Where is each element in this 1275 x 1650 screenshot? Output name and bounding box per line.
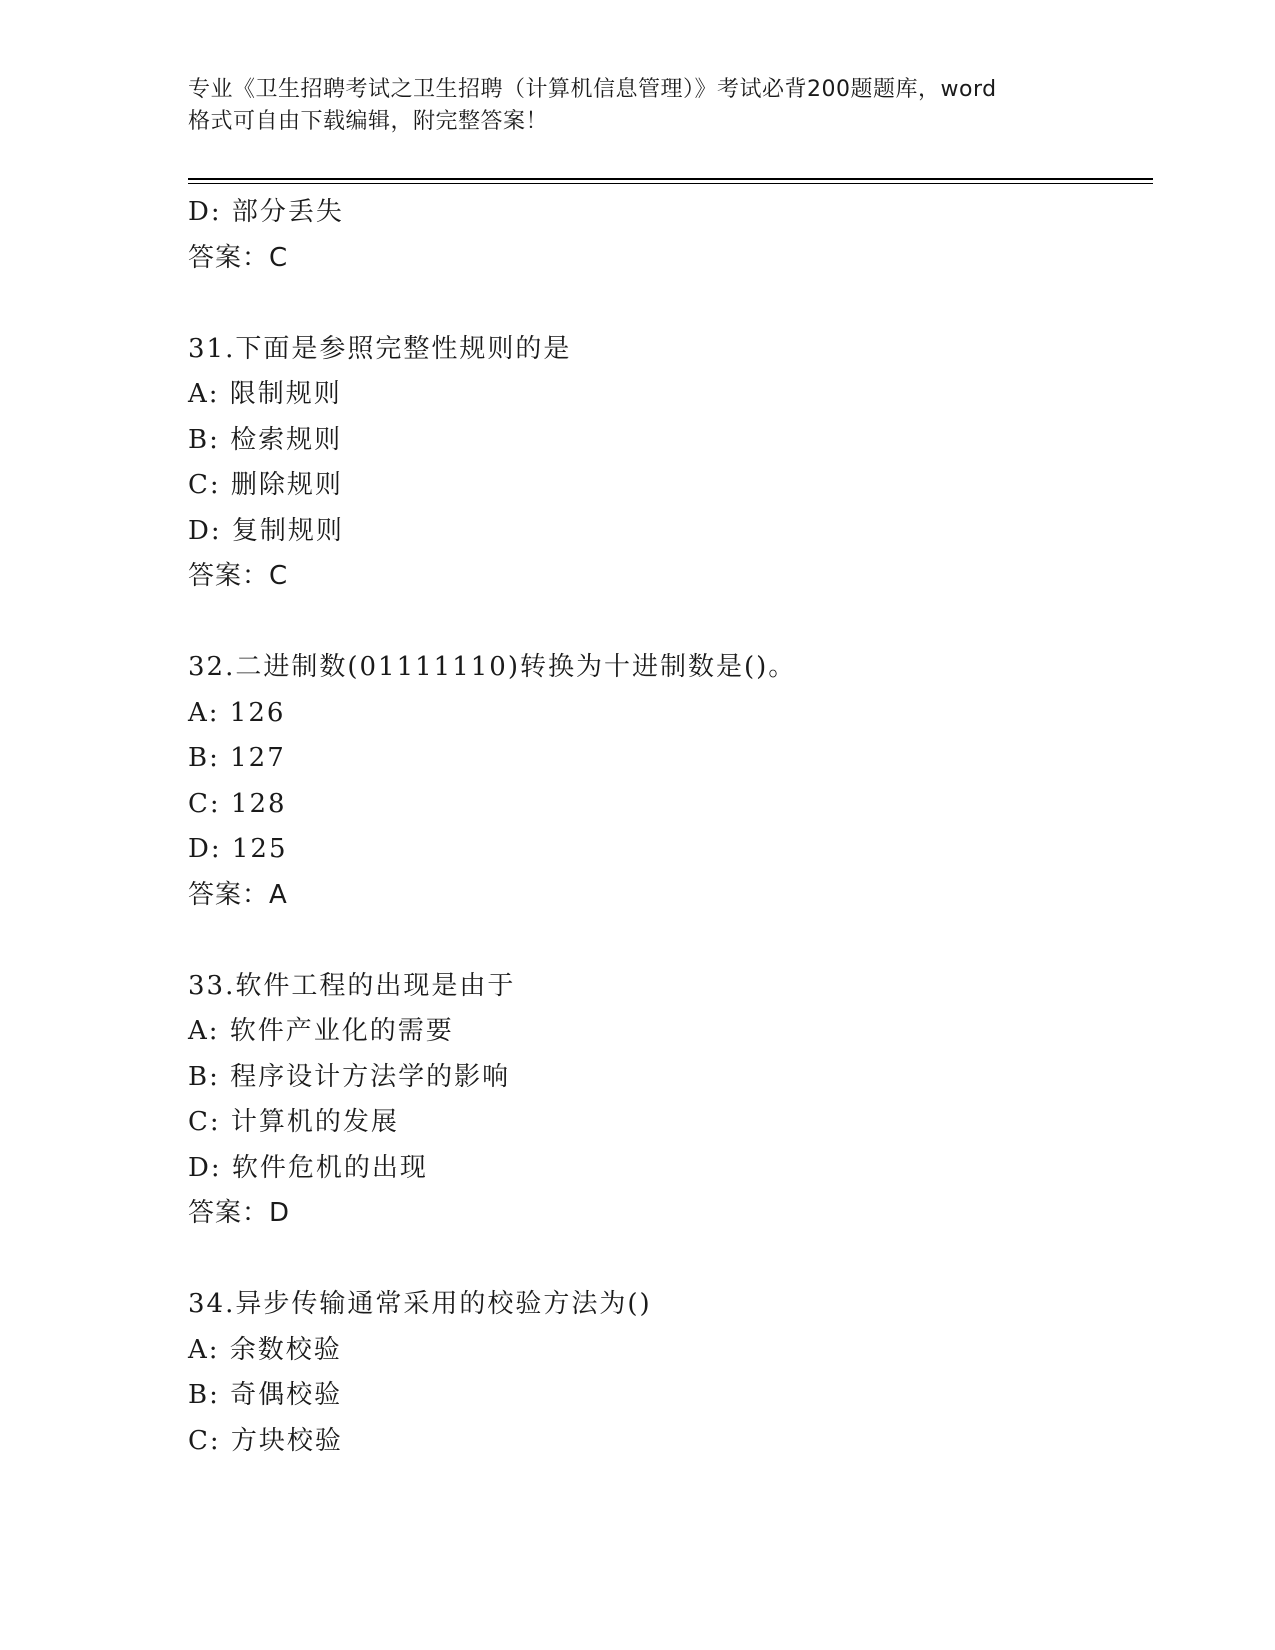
option-c: C: 计算机的发展 xyxy=(188,1107,399,1137)
question-34 xyxy=(188,1282,1153,1464)
option-a: A: 限制规则 xyxy=(188,379,342,409)
option-c: C: 方块校验 xyxy=(188,1425,343,1456)
header-line-1: 专业《卫生招聘考试之卫生招聘（计算机信息管理）》考试必背200题题库，word xyxy=(188,77,997,102)
spacer xyxy=(188,918,1153,964)
document-header xyxy=(188,74,1088,138)
answer-line: 答案：A xyxy=(188,879,288,910)
question-31 xyxy=(188,327,1153,600)
option-c: C: 删除规则 xyxy=(188,470,343,500)
option-a: A: 余数校验 xyxy=(188,1334,342,1365)
option-b: B: 程序设计方法学的影响 xyxy=(188,1061,511,1092)
option-b: B: 检索规则 xyxy=(188,424,343,455)
header-divider-thin xyxy=(188,183,1153,184)
option-b: B: 127 xyxy=(188,743,286,773)
option-d: D: 部分丢失 xyxy=(188,197,344,227)
question-stem: 32.二进制数(01111110)转换为十进制数是()。 xyxy=(188,652,797,682)
option-c: C: 128 xyxy=(188,788,287,819)
answer-line: 答案：C xyxy=(188,561,289,591)
spacer xyxy=(188,281,1153,327)
spacer xyxy=(188,600,1153,646)
option-a: A: 软件产业化的需要 xyxy=(188,1016,454,1046)
answer-line: 答案：C xyxy=(188,242,289,273)
question-stem: 34.异步传输通常采用的校验方法为() xyxy=(188,1289,652,1319)
question-stem: 31.下面是参照完整性规则的是 xyxy=(188,333,572,364)
question-32 xyxy=(188,645,1153,918)
question-stem: 33.软件工程的出现是由于 xyxy=(188,970,516,1001)
question-33 xyxy=(188,964,1153,1237)
option-a: A: 126 xyxy=(188,697,286,728)
option-b: B: 奇偶校验 xyxy=(188,1380,343,1410)
question-list xyxy=(188,190,1153,1464)
option-d: D: 软件危机的出现 xyxy=(188,1152,428,1183)
option-d: D: 125 xyxy=(188,834,288,864)
answer-line: 答案：D xyxy=(188,1198,291,1228)
header-divider-thick xyxy=(188,178,1153,180)
header-line-2: 格式可自由下载编辑，附完整答案！ xyxy=(188,109,549,134)
spacer xyxy=(188,1237,1153,1283)
option-d: D: 复制规则 xyxy=(188,515,344,546)
